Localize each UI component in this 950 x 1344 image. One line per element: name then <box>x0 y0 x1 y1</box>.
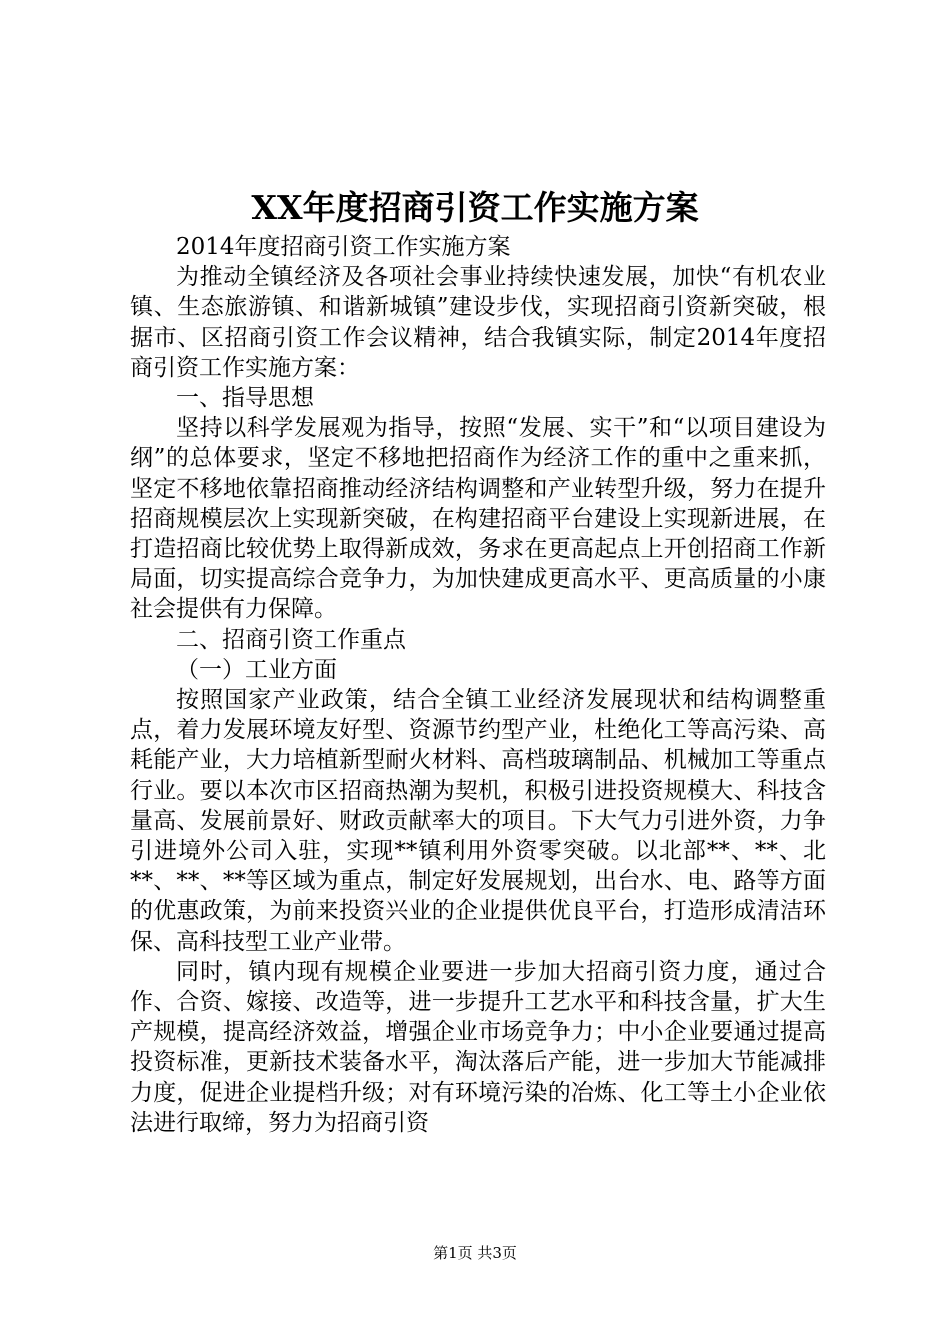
document-body <box>130 232 826 1138</box>
paragraph-intro: 为推动全镇经济及各项社会事业持续快速发展，加快“有机农业镇、生态旅游镇、和谐新城镇”建设步伐，实现招商引资新突破，根据市、区招商引资工作会议精神，结合我镇实际，制定2014年度招商引资工作实施方案： <box>130 264 826 381</box>
paragraph-enterprises: 同时，镇内现有规模企业要进一步加大招商引资力度，通过合作、合资、嫁接、改造等，进一步提升工艺水平和科技含量，扩大生产规模，提高经济效益，增强企业市场竞争力；中小企业要通过提高投资标准，更新技术装备水平，淘汰落后产能，进一步加大节能减排力度，促进企业提档升级；对有环境污染的冶炼、化工等土小企业依法进行取缔，努力为招商引资 <box>130 958 826 1136</box>
subsection-heading-industry: （一）工业方面 <box>176 656 337 683</box>
paragraph-subtitle: 2014年度招商引资工作实施方案 <box>176 234 511 260</box>
paragraph-guiding-ideology: 坚持以科学发展观为指导，按照“发展、实干”和“以项目建设为纲”的总体要求，坚定不移地把招商作为经济工作的重中之重来抓，坚定不移地依靠招商推动经济结构调整和产业转型升级，努力在提升招商规模层次上实现新突破，在构建招商平台建设上实现新进展，在打造招商比较优势上取得新成效，务求在更高起点上开创招商工作新局面，切实提高综合竞争力，为加快建成更高水平、更高质量的小康社会提供有力保障。 <box>130 415 826 623</box>
page-footer: 第1页 共3页 <box>433 1244 517 1262</box>
document-title: XX年度招商引资工作实施方案 <box>251 188 699 227</box>
section-heading-key-points: 二、招商引资工作重点 <box>176 626 406 653</box>
paragraph-industry: 按照国家产业政策，结合全镇工业经济发展现状和结构调整重点，着力发展环境友好型、资源节约型产业，杜绝化工等高污染、高耗能产业，大力培植新型耐火材料、高档玻璃制品、机械加工等重点行业。要以本次市区招商热潮为契机，积极引进投资规模大、科技含量高、发展前景好、财政贡献率大的项目。下大气力引进外资，力争引进境外公司入驻，实现**镇利用外资零突破。以北部**、**、北**、**、**等区域为重点，制定好发展规划，出台水、电、路等方面的优惠政策，为前来投资兴业的企业提供优良平台，打造形成清洁环保、高科技型工业产业带。 <box>130 687 826 955</box>
section-heading-guiding-ideology: 一、指导思想 <box>176 385 314 412</box>
